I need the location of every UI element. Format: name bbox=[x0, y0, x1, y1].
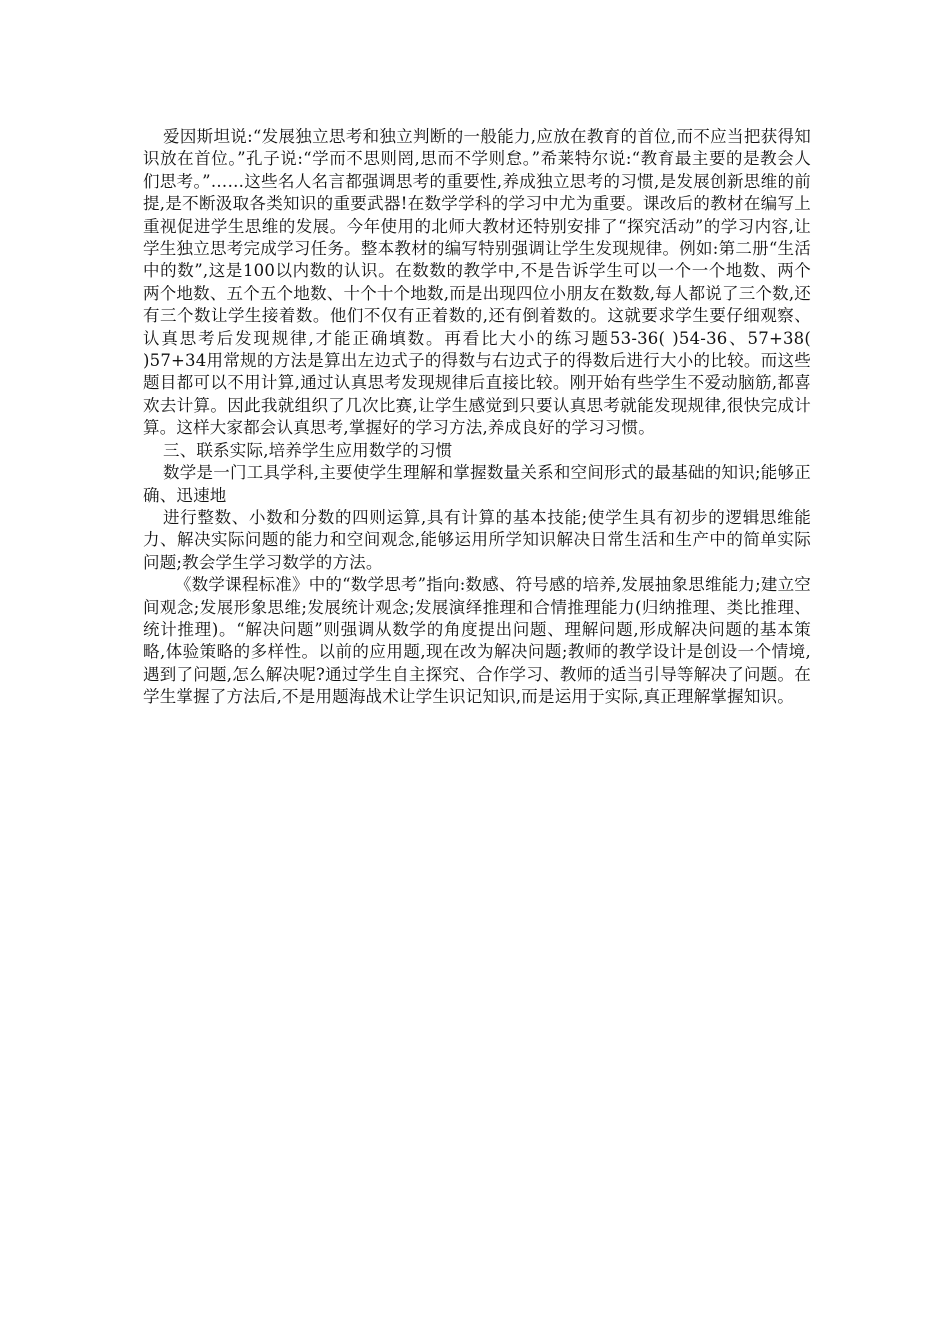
section-heading-practical-application: 三、联系实际,培养学生应用数学的习惯 bbox=[163, 440, 453, 460]
paragraph-curriculum-standard: 《数学课程标准》中的“数学思考”指向:数感、符号感的培养,发展抽象思维能力;建立空间观念;发展形象思维;发展统计观念;发展演绎推理和合情推理能力(归纳推理、类比推理、统计推理)。“解决问题”则强调从数学的角度提出问题、理解问题,形成解决问题的基本策略,体验策略的多样性。以前的应用题,现在改为解决问题;教师的教学设计是创设一个情境,遇到了问题,怎么解决呢?通过学生自主探究、合作学习、教师的适当引导等解决了问题。在学生掌握了方法后,不是用题海战术让学生识记知识,而是运用于实际,真正理解掌握知识。 bbox=[143, 575, 811, 707]
paragraph-thinking-habit: 爱因斯坦说:“发展独立思考和独立判断的一般能力,应放在教育的首位,而不应当把获得知识放在首位。”孔子说:“学而不思则罔,思而不学则怠。”希莱特尔说:“教育最主要的是教会人们思考。”……这些名人名言都强调思考的重要性,养成独立思考的习惯,是发展创新思维的前提,是不断汲取各类知识的重要武器!在数学学科的学习中尤为重要。课改后的教材在编写上重视促进学生思维的发展。今年使用的北师大教材还特别安排了“探究活动”的学习内容,让学生独立思考完成学习任务。整本教材的编写特别强调让学生发现规律。例如:第二册“生活中的数”,这是100以内数的认识。在数数的教学中,不是告诉学生可以一个一个地数、两个两个地数、五个五个地数、十个十个地数,而是出现四位小朋友在数数,每人都说了三个数,还有三个数让学生接着数。他们不仅有正着数的,还有倒着数的。这就要求学生要仔细观察、认真思考后发现规律,才能正确填数。再看比大小的练习题53-36( )54-36、57+38( )57+34用常规的方法是算出左边式子的得数与右边式子的得数后进行大小的比较。而这些题目都可以不用计算,通过认真思考发现规律后直接比较。刚开始有些学生不爱动脑筋,都喜欢去计算。因此我就组织了几次比赛,让学生感觉到只要认真思考就能发现规律,很快完成计算。这样大家都会认真思考,掌握好的学习方法,养成良好的学习习惯。 bbox=[143, 127, 811, 438]
paragraph-arithmetic-skills: 进行整数、小数和分数的四则运算,具有计算的基本技能;使学生具有初步的逻辑思维能力、解决实际问题的能力和空间观念,能够运用所学知识解决日常生活和生产中的简单实际问题;教会学生学习数学的方法。 bbox=[143, 507, 811, 572]
paragraph-math-tool-subject: 数学是一门工具学科,主要使学生理解和掌握数量关系和空间形式的最基础的知识;能够正确、迅速地 bbox=[143, 463, 811, 505]
document-body bbox=[143, 126, 811, 709]
